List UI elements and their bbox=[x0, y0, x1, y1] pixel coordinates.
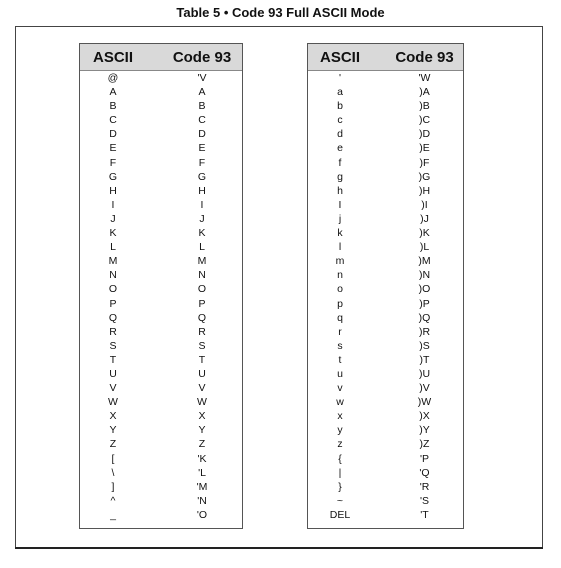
table-row bbox=[80, 423, 242, 437]
code93-value-cell: W bbox=[197, 396, 207, 409]
code93-value-cell: 'R bbox=[419, 480, 430, 493]
ascii-char-cell: G bbox=[108, 170, 118, 183]
ascii-char-cell: l bbox=[338, 241, 342, 254]
table-row bbox=[80, 480, 242, 494]
table-row bbox=[308, 170, 463, 184]
code93-value-cell: )D bbox=[418, 128, 431, 141]
table-row bbox=[308, 240, 463, 254]
table-row bbox=[80, 198, 242, 212]
header-ascii: ASCII bbox=[319, 49, 360, 66]
code93-value-cell: )R bbox=[418, 325, 431, 338]
code93-value-cell: )B bbox=[419, 100, 430, 113]
code93-value-cell: )Y bbox=[419, 424, 430, 437]
code93-value-cell: 'T bbox=[420, 508, 429, 521]
code93-value-cell: )Z bbox=[419, 438, 430, 451]
table-row bbox=[308, 367, 463, 381]
ascii-char-cell: z bbox=[337, 438, 343, 451]
ascii-char-cell: H bbox=[109, 184, 117, 197]
ascii-char-cell: s bbox=[337, 339, 343, 352]
code93-value-cell: )M bbox=[418, 255, 431, 268]
ascii-char-cell: N bbox=[109, 269, 117, 282]
table-row bbox=[80, 156, 242, 170]
table-row bbox=[80, 508, 242, 522]
ascii-char-cell: [ bbox=[111, 452, 115, 465]
code93-value-cell: 'S bbox=[419, 494, 429, 507]
table-header bbox=[80, 44, 242, 71]
code93-value-cell: )H bbox=[418, 184, 431, 197]
table-row bbox=[308, 198, 463, 212]
table-body bbox=[308, 71, 463, 522]
ascii-char-cell: a bbox=[337, 86, 343, 99]
table-row bbox=[80, 311, 242, 325]
ascii-char-cell: DEL bbox=[329, 508, 351, 521]
ascii-char-cell: k bbox=[337, 227, 343, 240]
table-row bbox=[80, 339, 242, 353]
code93-value-cell: )G bbox=[418, 170, 431, 183]
code93-value-cell: X bbox=[198, 410, 206, 423]
code93-value-cell: )T bbox=[419, 353, 430, 366]
ascii-char-cell: S bbox=[109, 339, 117, 352]
table-row bbox=[308, 437, 463, 451]
table-row bbox=[80, 184, 242, 198]
table-row bbox=[308, 156, 463, 170]
table-row bbox=[80, 268, 242, 282]
code93-value-cell: )O bbox=[418, 283, 431, 296]
code93-value-cell: 'P bbox=[419, 452, 429, 465]
table-row bbox=[80, 466, 242, 480]
ascii-char-cell: q bbox=[337, 311, 343, 324]
ascii-char-cell: F bbox=[109, 156, 117, 169]
table-row bbox=[80, 99, 242, 113]
ascii-char-cell: u bbox=[337, 367, 343, 380]
ascii-char-cell: @ bbox=[107, 72, 119, 84]
table-row bbox=[80, 240, 242, 254]
ascii-char-cell: A bbox=[109, 86, 117, 99]
table-row bbox=[80, 141, 242, 155]
table-row bbox=[308, 466, 463, 480]
code93-value-cell: P bbox=[198, 297, 206, 310]
ascii-char-cell: r bbox=[338, 325, 342, 338]
ascii-char-cell: d bbox=[337, 128, 343, 141]
code93-value-cell: J bbox=[199, 212, 205, 225]
ascii-char-cell: J bbox=[110, 212, 116, 225]
ascii-char-cell: Q bbox=[108, 311, 118, 324]
table-row bbox=[308, 297, 463, 311]
ascii-char-cell: t bbox=[338, 353, 342, 366]
table-row bbox=[80, 325, 242, 339]
code93-value-cell: Z bbox=[198, 438, 206, 451]
code93-value-cell: A bbox=[198, 86, 206, 99]
table-row bbox=[80, 71, 242, 85]
code93-value-cell: 'Q bbox=[419, 466, 430, 479]
table-row bbox=[308, 423, 463, 437]
table-row bbox=[80, 226, 242, 240]
table-row bbox=[308, 226, 463, 240]
ascii-char-cell: U bbox=[109, 367, 117, 380]
table-row bbox=[80, 409, 242, 423]
code93-value-cell: Q bbox=[197, 311, 207, 324]
ascii-char-cell: o bbox=[337, 283, 343, 296]
code93-value-cell: )P bbox=[419, 297, 430, 310]
table-row bbox=[308, 85, 463, 99]
table-row bbox=[80, 367, 242, 381]
table-row bbox=[80, 353, 242, 367]
ascii-table-right bbox=[307, 43, 464, 529]
table-row bbox=[80, 170, 242, 184]
ascii-char-cell: X bbox=[109, 410, 117, 423]
ascii-char-cell: T bbox=[109, 353, 117, 366]
table-row bbox=[308, 127, 463, 141]
table-row bbox=[308, 99, 463, 113]
ascii-char-cell: M bbox=[108, 255, 118, 268]
code93-value-cell: )E bbox=[419, 142, 430, 155]
code93-value-cell: 'K bbox=[197, 452, 207, 465]
table-row bbox=[80, 254, 242, 268]
table-row bbox=[308, 494, 463, 508]
code93-value-cell: L bbox=[199, 241, 205, 254]
code93-value-cell: )W bbox=[417, 396, 432, 409]
ascii-char-cell: E bbox=[109, 142, 117, 155]
table-row bbox=[80, 113, 242, 127]
ascii-char-cell: h bbox=[337, 184, 343, 197]
table-row bbox=[308, 71, 463, 85]
table-row bbox=[80, 127, 242, 141]
ascii-char-cell: p bbox=[337, 297, 343, 310]
ascii-char-cell: n bbox=[337, 269, 343, 282]
table-header bbox=[308, 44, 463, 71]
ascii-char-cell: ^ bbox=[110, 494, 116, 507]
code93-value-cell: I bbox=[200, 198, 204, 211]
ascii-char-cell: O bbox=[108, 283, 118, 296]
code93-value-cell: )Q bbox=[418, 311, 431, 324]
ascii-char-cell: R bbox=[109, 325, 117, 338]
header-code93: Code 93 bbox=[395, 49, 454, 66]
table-row bbox=[308, 212, 463, 226]
code93-value-cell: V bbox=[198, 382, 206, 395]
code93-value-cell: )A bbox=[419, 86, 430, 99]
table-row bbox=[308, 325, 463, 339]
ascii-char-cell: ] bbox=[111, 480, 115, 493]
ascii-table-left bbox=[79, 43, 243, 529]
ascii-char-cell: K bbox=[109, 227, 117, 240]
ascii-char-cell: D bbox=[109, 128, 117, 141]
ascii-char-cell: \ bbox=[111, 466, 115, 479]
ascii-char-cell: Z bbox=[109, 438, 117, 451]
ascii-char-cell: v bbox=[337, 382, 343, 395]
code93-value-cell: M bbox=[197, 255, 207, 268]
code93-value-cell: 'M bbox=[196, 480, 208, 493]
code93-value-cell: T bbox=[198, 353, 206, 366]
code93-value-cell: )K bbox=[419, 227, 430, 240]
ascii-char-cell: y bbox=[337, 424, 343, 437]
code93-value-cell: )L bbox=[419, 241, 430, 254]
code93-value-cell: 'L bbox=[198, 466, 206, 479]
ascii-char-cell: j bbox=[338, 212, 342, 225]
header-code93: Code 93 bbox=[172, 49, 232, 66]
table-row bbox=[308, 409, 463, 423]
code93-value-cell: )N bbox=[418, 269, 431, 282]
code93-value-cell: U bbox=[198, 367, 206, 380]
table-row bbox=[308, 381, 463, 395]
frame-bottom-rule bbox=[15, 547, 543, 549]
table-row bbox=[308, 395, 463, 409]
ascii-char-cell: B bbox=[109, 100, 117, 113]
code93-value-cell: 'O bbox=[196, 508, 208, 521]
code93-value-cell: 'W bbox=[418, 72, 431, 84]
table-row bbox=[80, 282, 242, 296]
code93-value-cell: )J bbox=[420, 212, 429, 225]
ascii-char-cell: b bbox=[337, 100, 343, 113]
ascii-char-cell: Y bbox=[109, 424, 117, 437]
code93-value-cell: )C bbox=[418, 114, 431, 127]
table-row bbox=[308, 184, 463, 198]
ascii-char-cell: g bbox=[337, 170, 343, 183]
ascii-char-cell: m bbox=[335, 255, 345, 268]
ascii-char-cell: ' bbox=[338, 72, 341, 84]
ascii-char-cell: w bbox=[336, 396, 344, 409]
ascii-char-cell: W bbox=[108, 396, 118, 409]
code93-value-cell: )X bbox=[419, 410, 430, 423]
code93-value-cell: )V bbox=[419, 382, 430, 395]
table-row bbox=[308, 282, 463, 296]
code93-value-cell: C bbox=[198, 114, 206, 127]
ascii-char-cell: ~ bbox=[336, 494, 344, 507]
code93-value-cell: )F bbox=[419, 156, 430, 169]
code93-value-cell: )S bbox=[419, 339, 430, 352]
table-row bbox=[80, 452, 242, 466]
table-row bbox=[80, 85, 242, 99]
ascii-char-cell: x bbox=[337, 410, 343, 423]
table-row bbox=[80, 395, 242, 409]
table-row bbox=[80, 381, 242, 395]
table-row bbox=[80, 437, 242, 451]
header-ascii: ASCII bbox=[92, 49, 133, 66]
table-row bbox=[80, 494, 242, 508]
code93-value-cell: Y bbox=[198, 424, 206, 437]
ascii-char-cell: f bbox=[338, 156, 342, 169]
table-row bbox=[308, 480, 463, 494]
code93-value-cell: H bbox=[198, 184, 206, 197]
ascii-char-cell: V bbox=[109, 382, 117, 395]
ascii-char-cell: c bbox=[337, 114, 343, 127]
ascii-char-cell: { bbox=[338, 452, 342, 465]
ascii-char-cell: } bbox=[338, 480, 342, 493]
table-row bbox=[80, 297, 242, 311]
code93-value-cell: 'V bbox=[197, 72, 207, 84]
code93-value-cell: 'N bbox=[197, 494, 207, 507]
table-row bbox=[308, 452, 463, 466]
table-row bbox=[308, 508, 463, 522]
ascii-char-cell: I bbox=[338, 198, 342, 211]
code93-value-cell: O bbox=[197, 283, 207, 296]
code93-value-cell: )I bbox=[421, 198, 428, 211]
table-row bbox=[308, 141, 463, 155]
table-row bbox=[308, 353, 463, 367]
code93-value-cell: E bbox=[198, 142, 206, 155]
table-row bbox=[308, 113, 463, 127]
code93-value-cell: B bbox=[198, 100, 206, 113]
code93-value-cell: )U bbox=[418, 367, 431, 380]
code93-value-cell: F bbox=[198, 156, 206, 169]
table-body bbox=[80, 71, 242, 522]
ascii-char-cell: P bbox=[109, 297, 117, 310]
ascii-char-cell: | bbox=[338, 466, 342, 479]
table-row bbox=[308, 268, 463, 282]
table-row bbox=[308, 339, 463, 353]
code93-value-cell: N bbox=[198, 269, 206, 282]
code93-value-cell: R bbox=[198, 325, 206, 338]
table-row bbox=[308, 311, 463, 325]
ascii-char-cell: L bbox=[110, 241, 116, 254]
code93-value-cell: K bbox=[198, 227, 206, 240]
code93-value-cell: G bbox=[197, 170, 207, 183]
table-title: Table 5 • Code 93 Full ASCII Mode bbox=[176, 5, 385, 20]
ascii-char-cell: I bbox=[111, 198, 115, 211]
table-row bbox=[308, 254, 463, 268]
ascii-char-cell: e bbox=[337, 142, 343, 155]
code93-value-cell: S bbox=[198, 339, 206, 352]
ascii-char-cell: C bbox=[109, 114, 117, 127]
code93-value-cell: D bbox=[198, 128, 206, 141]
table-row bbox=[80, 212, 242, 226]
ascii-char-cell: _ bbox=[110, 508, 116, 521]
